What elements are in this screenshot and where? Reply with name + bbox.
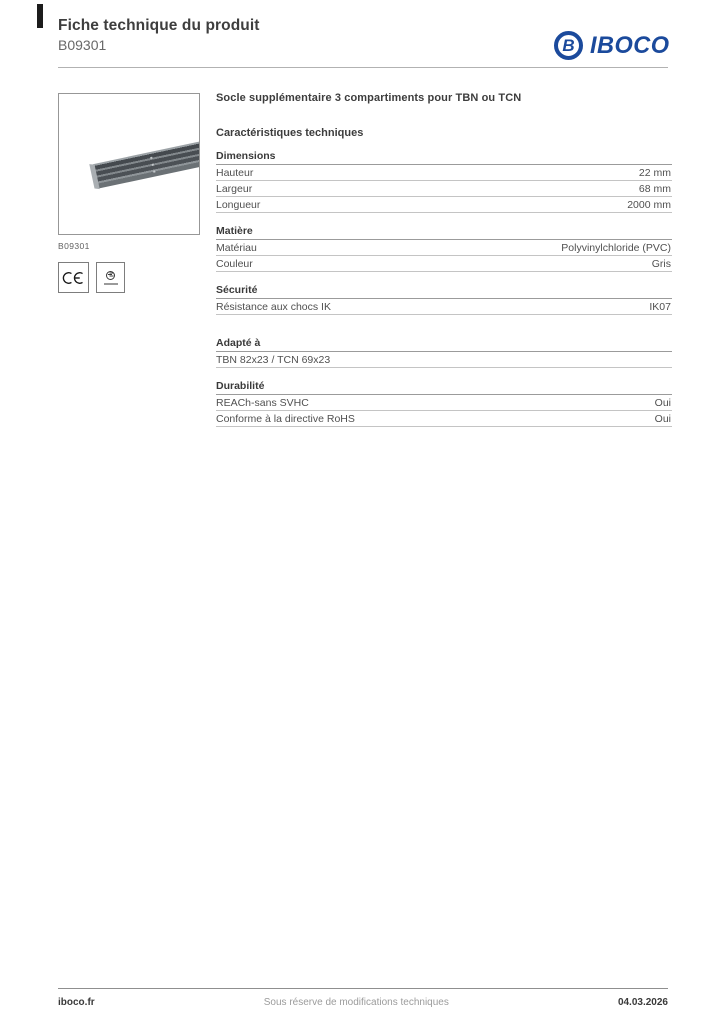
row-label: Conforme à la directive RoHS (216, 413, 355, 425)
footer-disclaimer: Sous réserve de modifications techniques (263, 997, 449, 1008)
spec-sections (216, 150, 672, 427)
row-value: 68 mm (638, 183, 671, 195)
section-rows (216, 240, 672, 272)
row-value: 2000 mm (627, 199, 671, 211)
product-image (58, 93, 200, 235)
table-row (216, 395, 672, 411)
row-label: Hauteur (216, 167, 254, 179)
header-divider (58, 67, 668, 68)
table-row (216, 299, 672, 315)
section-rows (216, 395, 672, 427)
iboco-logo (554, 31, 671, 60)
spec-section (216, 225, 672, 272)
section-heading: Matière (216, 225, 672, 240)
footer-website: iboco.fr (58, 997, 95, 1008)
ce-mark-icon (62, 271, 85, 285)
ce-mark-badge (58, 262, 89, 293)
section-heading: Durabilité (216, 380, 672, 395)
row-value: IK07 (649, 301, 671, 313)
main-content (216, 92, 672, 439)
row-value: Oui (654, 413, 671, 425)
spec-section (216, 150, 672, 213)
section-rows (216, 352, 672, 368)
row-label: Longueur (216, 199, 261, 211)
table-row (216, 256, 672, 272)
section-rows (216, 299, 672, 315)
certification-icon (106, 271, 115, 280)
corner-mark (37, 4, 43, 28)
table-row (216, 352, 672, 368)
trunking-profile-illustration (92, 137, 200, 188)
table-row (216, 411, 672, 427)
iboco-logo-icon (554, 31, 583, 60)
table-row (216, 165, 672, 181)
certification-badge (96, 262, 125, 293)
footer-date: 04.03.2026 (617, 997, 668, 1008)
section-heading: Dimensions (216, 150, 672, 165)
table-row (216, 240, 672, 256)
spec-section (216, 337, 672, 368)
section-heading: Sécurité (216, 284, 672, 299)
logo-mark-letter: B (562, 36, 575, 55)
spec-section (216, 284, 672, 315)
row-label: REACh-sans SVHC (216, 397, 309, 409)
row-value: Gris (651, 258, 671, 270)
footer-divider (58, 988, 668, 989)
logo-wordmark: IBOCO (590, 31, 670, 59)
table-row (216, 181, 672, 197)
page-title: Fiche technique du produit (58, 17, 260, 34)
certification-caption (104, 283, 118, 285)
spec-section (216, 380, 672, 427)
row-value: 22 mm (638, 167, 671, 179)
product-title: Socle supplémentaire 3 compartiments pour TBN ou TCN (216, 92, 522, 104)
product-image-caption: B09301 (58, 241, 90, 251)
characteristics-title: Caractéristiques techniques (216, 127, 364, 139)
row-value: Oui (654, 397, 671, 409)
row-label: Résistance aux chocs IK (216, 301, 331, 313)
row-label: Matériau (216, 242, 257, 254)
product-code: B09301 (58, 37, 107, 53)
row-label: Couleur (216, 258, 253, 270)
row-label: TBN 82x23 / TCN 69x23 (216, 354, 331, 366)
row-value: Polyvinylchloride (PVC) (561, 242, 671, 254)
row-label: Largeur (216, 183, 253, 195)
footer (58, 997, 668, 1008)
table-row (216, 197, 672, 213)
section-heading: Adapté à (216, 337, 672, 352)
section-rows (216, 165, 672, 213)
